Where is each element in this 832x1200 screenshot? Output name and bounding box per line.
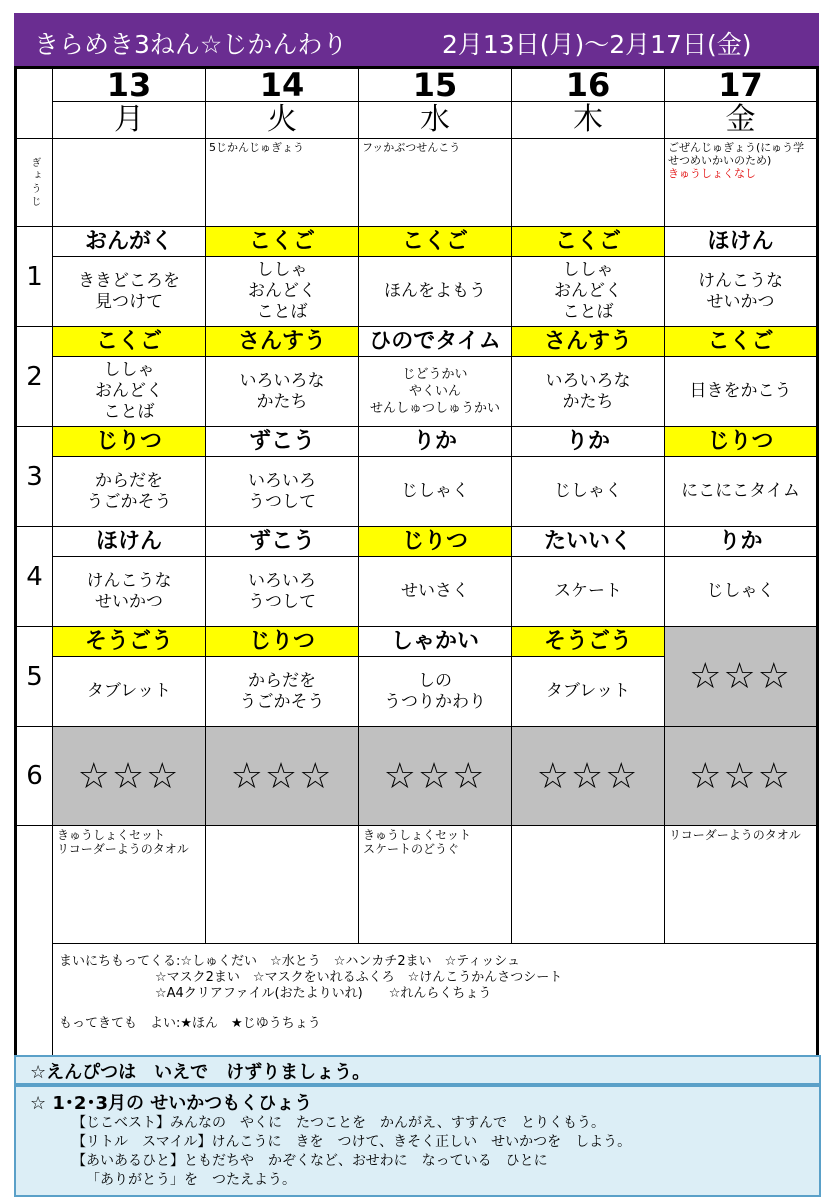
content-line: かたち (562, 391, 614, 412)
lesson-content (512, 557, 665, 627)
belongings-item: リコーダーようのタオル (669, 828, 801, 842)
daily-items-line: ☆A4クリアファイル(おたよりいれ) ☆れんらくちょう (155, 986, 492, 1001)
subject-cell: ほけん (665, 227, 818, 257)
lesson-content (53, 257, 206, 327)
belongings-cell (206, 826, 359, 944)
subject-cell: りか (359, 427, 512, 457)
goal-line: 【リトル スマイル】けんこうに きを つけて、きそく正しい せいかつを しよう。 (72, 1134, 632, 1150)
event-cell (512, 139, 665, 227)
subject-cell: そうごう (512, 627, 665, 657)
schedule-dates: 2月13日(月)～2月17日(金) (442, 30, 752, 59)
lesson-content (206, 357, 359, 427)
day-of-week: 水 (359, 102, 512, 139)
no-lunch-note: きゅうしょくなし (668, 167, 756, 180)
content-line: ことば (103, 402, 155, 422)
lesson-content (512, 657, 665, 727)
empty-period-stars: ☆☆☆ (206, 727, 359, 826)
content-line: 日きをかこう (689, 381, 792, 401)
content-line: いろいろ (248, 570, 316, 591)
lesson-content (206, 457, 359, 527)
lesson-content (665, 357, 818, 427)
reminder-bar (14, 1055, 821, 1085)
belongings-cell (665, 826, 818, 944)
gyouji-label (16, 139, 53, 227)
content-line: うごかそう (86, 491, 172, 512)
day-number: 17 (665, 68, 818, 102)
subject-cell: こくご (359, 227, 512, 257)
content-line: ことば (562, 302, 614, 322)
event-text: 5じかんじゅぎょう (209, 141, 304, 154)
day-number: 14 (206, 68, 359, 102)
subject-cell: おんがく (53, 227, 206, 257)
content-line: せいかつ (95, 591, 163, 612)
content-line: いろいろな (545, 370, 631, 391)
day-number: 16 (512, 68, 665, 102)
content-line: うごかそう (239, 691, 325, 712)
timetable (14, 66, 819, 1072)
day-number: 13 (53, 68, 206, 102)
content-line: かたち (256, 391, 308, 412)
period-number: 4 (16, 527, 53, 627)
content-line: じしゃく (401, 481, 469, 501)
empty-period-stars: ☆☆☆ (512, 727, 665, 826)
daily-items-line: ☆マスク2まい ☆マスクをいれるふくろ ☆けんこうかんさつシート (155, 970, 563, 985)
goals-box (14, 1085, 821, 1197)
event-text: ごぜんじゅぎょう(にゅう学せつめいかいのため) (668, 141, 805, 167)
lesson-content (359, 357, 512, 427)
content-line: やくいん (408, 384, 461, 399)
subject-cell: ずこう (206, 427, 359, 457)
content-line: せんしゅつしゅうかい (369, 401, 500, 416)
empty-period-stars: ☆☆☆ (359, 727, 512, 826)
event-cell (359, 139, 512, 227)
lesson-content (512, 357, 665, 427)
content-line: おんどく (248, 281, 316, 301)
day-of-week: 金 (665, 102, 818, 139)
event-text: フッかぶつせんこう (362, 141, 461, 154)
goal-line: 「ありがとう」を つたえよう。 (86, 1172, 296, 1188)
content-line: じしゃく (706, 581, 775, 601)
optional-items-line: もってきても よい:★ほん ★じゆうちょう (59, 1016, 321, 1031)
goal-line: 【じこベスト】みんなの やくに たつことを かんがえ、すすんで とりくもう。 (72, 1115, 605, 1131)
subject-cell: じりつ (359, 527, 512, 557)
lesson-content (665, 257, 818, 327)
goal-line: 【あいあるひと】ともだちや かぞくなど、おせわに なっている ひとに (72, 1153, 548, 1169)
subject-cell: ひのでタイム (359, 327, 512, 357)
subject-cell: しゃかい (359, 627, 512, 657)
content-line: ことば (256, 302, 308, 322)
content-line: じしゃく (554, 481, 622, 501)
content-line: いろいろ (248, 470, 316, 491)
day-of-week: 火 (206, 102, 359, 139)
content-line: せいかつ (706, 291, 775, 312)
schedule-title: きらめき3ねん☆じかんわり (34, 30, 348, 59)
content-line: せいさく (401, 581, 469, 601)
event-cell (206, 139, 359, 227)
empty-period-stars: ☆☆☆ (665, 627, 818, 727)
lesson-content (665, 457, 818, 527)
schedule-header (14, 13, 819, 66)
content-line: けんこうな (86, 570, 172, 591)
content-line: けんこうな (698, 270, 783, 291)
content-line: おんどく (554, 281, 622, 301)
belongings-cell (359, 826, 512, 944)
belongings-item: きゅうしょくセット (57, 828, 166, 842)
content-line: からだを (95, 470, 163, 491)
lesson-content (665, 557, 818, 627)
belongings-label (16, 826, 53, 1071)
belongings-item: スケートのどうぐ (363, 842, 460, 856)
period-number: 5 (16, 627, 53, 727)
content-line: いろいろな (239, 370, 325, 391)
subject-cell: さんすう (512, 327, 665, 357)
subject-cell: りか (512, 427, 665, 457)
content-line: うつして (248, 491, 316, 512)
subject-cell: さんすう (206, 327, 359, 357)
lesson-content (206, 557, 359, 627)
subject-cell: ずこう (206, 527, 359, 557)
period-number: 1 (16, 227, 53, 327)
lesson-content (512, 257, 665, 327)
lesson-content (53, 557, 206, 627)
content-line: ききどころを (78, 270, 180, 291)
period-number: 6 (16, 727, 53, 826)
subject-cell: じりつ (53, 427, 206, 457)
content-line: ししゃ (103, 360, 155, 380)
subject-cell: ほけん (53, 527, 206, 557)
content-line: にこにこタイム (681, 481, 800, 501)
belongings-cell (512, 826, 665, 944)
content-line: しの (418, 670, 452, 691)
content-line: うつして (248, 591, 316, 612)
content-line: ほんをよもう (384, 281, 486, 301)
subject-cell: じりつ (665, 427, 818, 457)
lesson-content (359, 557, 512, 627)
lesson-content (53, 457, 206, 527)
lesson-content (206, 657, 359, 727)
subject-cell: こくご (53, 327, 206, 357)
content-line: タブレット (545, 681, 631, 701)
day-of-week: 月 (53, 102, 206, 139)
period-number: 3 (16, 427, 53, 527)
belongings-item: きゅうしょくセット (363, 828, 472, 842)
period-number: 2 (16, 327, 53, 427)
subject-cell: こくご (512, 227, 665, 257)
subject-cell: たいいく (512, 527, 665, 557)
subject-cell: じりつ (206, 627, 359, 657)
reminder-text: ☆えんぴつは いえで けずりましょう。 (30, 1062, 371, 1083)
belongings-item: リコーダーようのタオル (57, 842, 189, 856)
content-line: おんどく (95, 381, 163, 401)
event-cell (665, 139, 818, 227)
content-line: ししゃ (256, 260, 308, 280)
content-line: うつりかわり (384, 691, 486, 712)
daily-items-line: まいにちもってくる:☆しゅくだい ☆水とう ☆ハンカチ2まい ☆ティッシュ (59, 954, 520, 969)
content-line: ししゃ (562, 260, 614, 280)
subject-cell: そうごう (53, 627, 206, 657)
content-line: じどうかい (402, 367, 468, 382)
content-line: タブレット (86, 681, 172, 701)
lesson-content (359, 457, 512, 527)
lesson-content (512, 457, 665, 527)
subject-cell: こくご (206, 227, 359, 257)
content-line: からだを (248, 670, 316, 691)
daily-items-note (53, 944, 818, 1071)
corner-cell (16, 68, 53, 139)
lesson-content (53, 357, 206, 427)
event-cell (53, 139, 206, 227)
goals-heading: ☆ 1･2･3月の せいかつもくひょう (30, 1093, 313, 1114)
day-number: 15 (359, 68, 512, 102)
gyouji-label-text: ぎょうじ (29, 156, 40, 209)
content-line: スケート (554, 581, 622, 601)
day-of-week: 木 (512, 102, 665, 139)
content-line: 見つけて (95, 291, 163, 312)
lesson-content (53, 657, 206, 727)
lesson-content (359, 657, 512, 727)
lesson-content (359, 257, 512, 327)
empty-period-stars: ☆☆☆ (53, 727, 206, 826)
empty-period-stars: ☆☆☆ (665, 727, 818, 826)
lesson-content (206, 257, 359, 327)
subject-cell: りか (665, 527, 818, 557)
belongings-cell (53, 826, 206, 944)
subject-cell: こくご (665, 327, 818, 357)
